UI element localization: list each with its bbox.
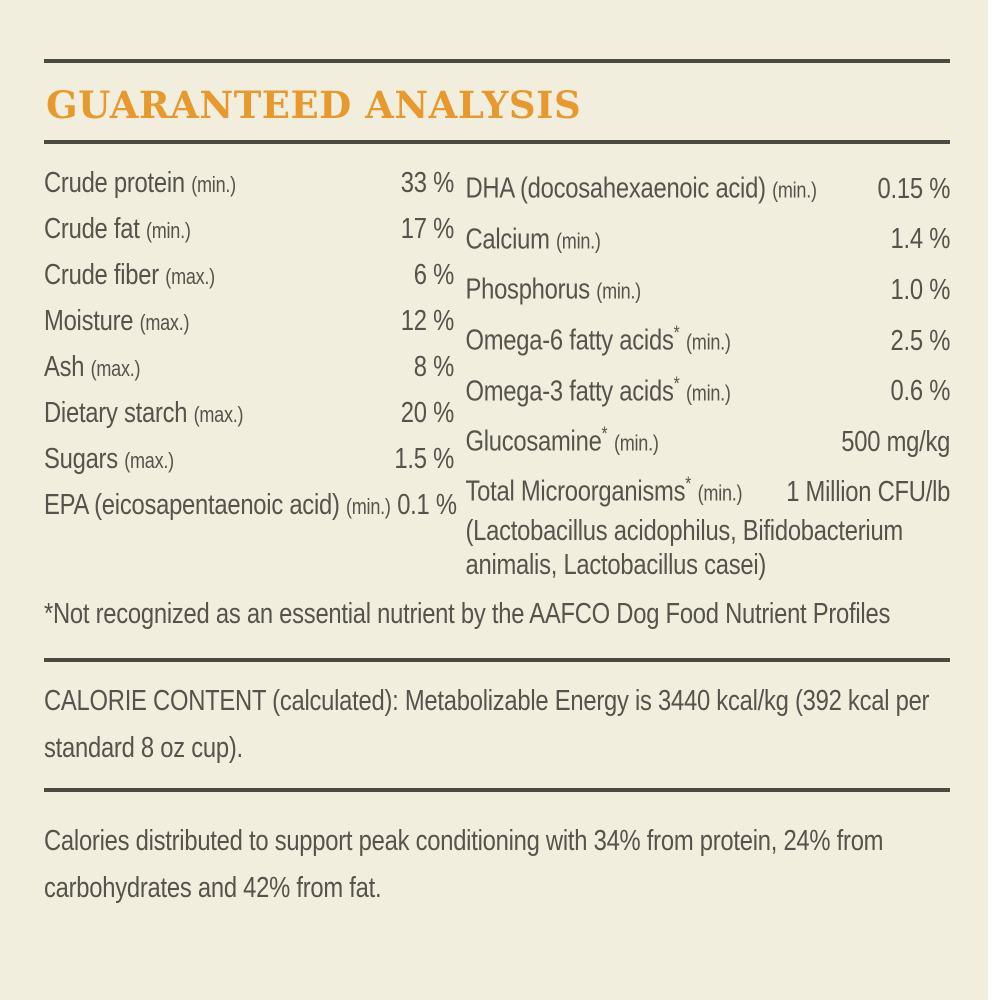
analysis-row [44,483,457,529]
nutrient-qualifier: (min.) [697,480,743,506]
nutrient-name: DHA (docosahexaenoic acid) (min.) [465,172,817,205]
nutrient-name: Moisture (max.) [44,305,190,337]
analysis-row [44,437,454,483]
analysis-row [44,345,454,391]
aafco-footnote: *Not recognized as an essential nutrient by the AAFCO Dog Food Nutrient Profiles [44,597,891,630]
nutrient-value: 2.5 % [890,324,951,357]
nutrient-name: Crude protein (min.) [44,167,236,199]
calorie-content-text: CALORIE CONTENT (calculated): Metabolizable Energy is 3440 kcal/kg (392 kcal per standard 8 oz cup). [44,684,930,764]
nutrient-qualifier: (max.) [124,448,174,473]
analysis-row [465,313,950,364]
nutrient-qualifier: (min.) [191,172,236,197]
nutrient-name: Sugars (max.) [44,443,174,475]
analysis-row [44,161,454,207]
analysis-row [465,212,950,263]
divider-rule-under-title [44,140,950,144]
divider-rule-top [44,59,950,63]
nutrient-qualifier: (min.) [596,278,641,304]
analysis-row [44,207,454,253]
label-content [44,0,950,912]
nutrient-qualifier: (min.) [686,329,731,355]
microorganism-species-list: (Lactobacillus acidophilus, Bifidobacterium animalis, Lactobacillus casei) [465,514,904,581]
analysis-row-microorganisms [465,465,950,582]
nutrient-name: Ash (max.) [44,351,141,383]
analysis-row [465,161,950,212]
nutrient-name: Phosphorus (min.) [465,273,641,306]
nutrient-qualifier: (max.) [165,264,215,289]
divider-rule-distribution [44,788,950,792]
divider-rule-calorie [44,658,950,662]
nutrient-value: 0.15 % [877,172,951,205]
analysis-column-left [44,161,457,582]
nutrient-qualifier: (max.) [139,310,190,335]
nutrient-value: 17 % [400,213,454,245]
nutrient-qualifier: (min.) [556,228,601,254]
nutrient-value: 20 % [400,397,454,429]
nutrient-value: 1.0 % [890,273,951,306]
analysis-row [465,262,950,313]
nutrient-name: EPA (eicosapentaenoic acid) (min.) [44,489,391,521]
nutrient-qualifier: (max.) [193,402,244,427]
analysis-row [44,391,454,437]
nutrient-qualifier: (min.) [772,177,817,203]
nutrient-value: 6 % [413,259,454,291]
nutrient-qualifier: (max.) [90,356,141,381]
nutrient-name: Omega-3 fatty acids* (min.) [465,373,731,408]
nutrient-value: 12 % [400,305,454,337]
column-gap [454,161,465,582]
nutrient-value: 1 Million CFU/lb [786,475,951,508]
nutrient-qualifier: (min.) [346,494,391,519]
section-title: GUARANTEED ANALYSIS [46,83,582,127]
nutrient-qualifier: (min.) [614,430,659,456]
nutrient-qualifier: (min.) [145,218,191,243]
analysis-row [44,253,454,299]
analysis-column-right [465,161,950,582]
analysis-row [465,364,950,415]
nutrient-value: 0.6 % [890,375,951,408]
nutrient-name: Crude fat (min.) [44,213,191,245]
nutrient-value: 8 % [413,351,454,383]
nutrient-name: Calcium (min.) [465,223,601,256]
nutrient-name: Glucosamine* (min.) [465,424,659,458]
nutrient-qualifier: (min.) [686,380,731,406]
nutrient-value: 33 % [400,167,454,199]
guaranteed-analysis-table [44,161,950,582]
nutrient-name: Omega-6 fatty acids* (min.) [465,322,731,357]
nutrient-name: Total Microorganisms* (min.) [465,473,743,508]
nutrient-value: 0.1 % [397,489,457,521]
nutrient-value: 1.4 % [890,223,951,256]
analysis-row [465,414,950,465]
analysis-row [44,299,454,345]
nutrient-value: 1.5 % [394,443,454,475]
nutrient-value: 500 mg/kg [841,425,951,458]
nutrient-name: Dietary starch (max.) [44,397,244,429]
nutrient-name: Crude fiber (max.) [44,259,215,291]
calorie-distribution-text: Calories distributed to support peak conditioning with 34% from protein, 24% from carbohydrates and 42% from fat. [44,824,884,904]
